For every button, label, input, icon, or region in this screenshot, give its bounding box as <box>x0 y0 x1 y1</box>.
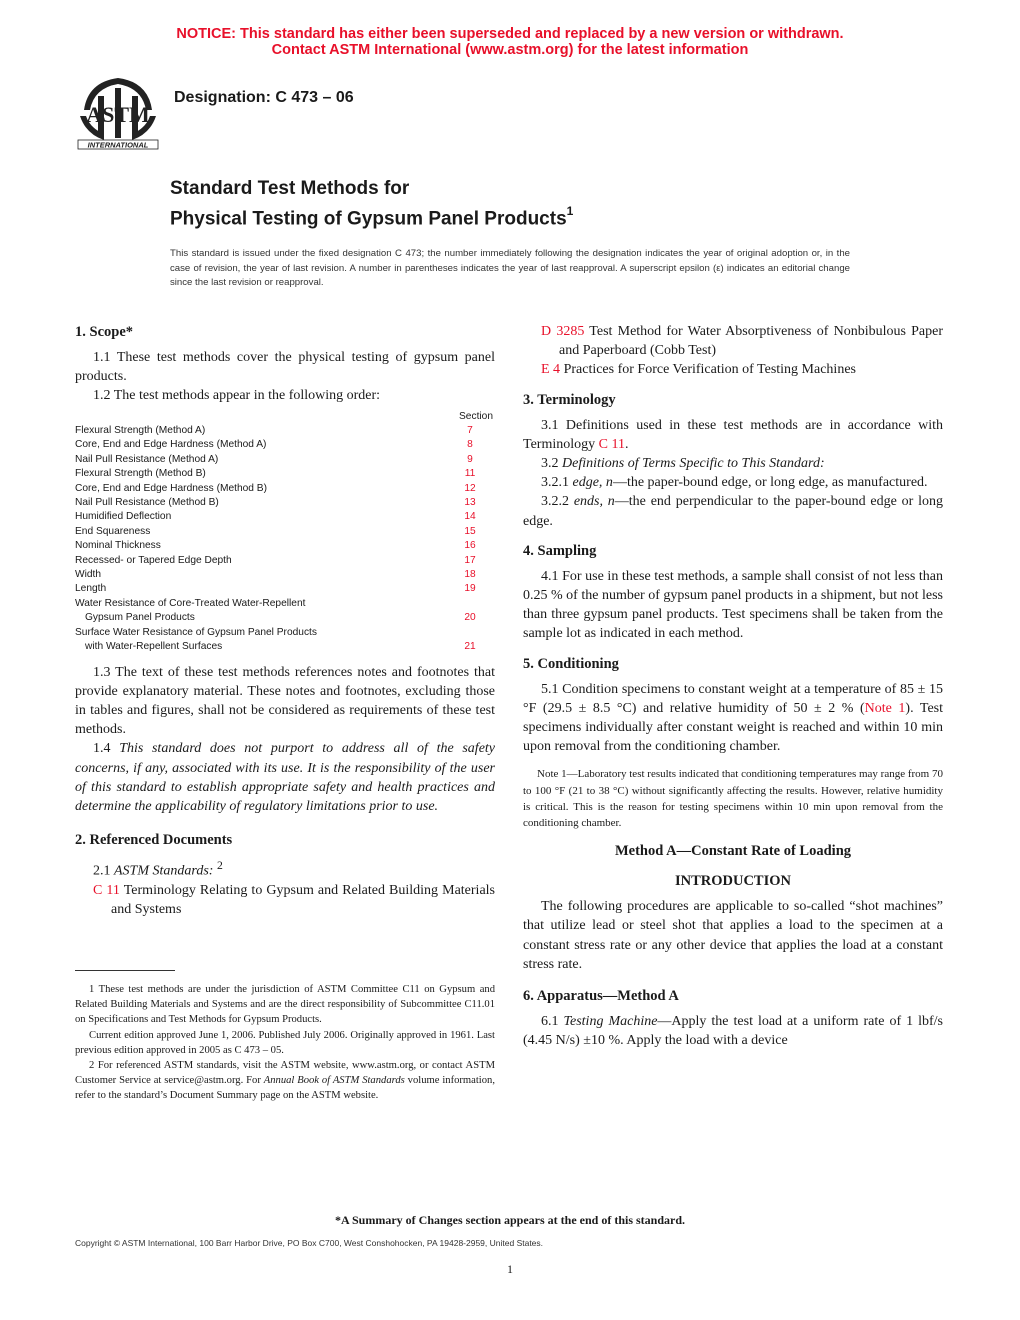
toc-label: End Squareness <box>75 525 151 537</box>
introduction-heading: INTRODUCTION <box>674 873 791 890</box>
title-line-1: Standard Test Methods for <box>170 178 410 199</box>
toc-label: Humidified Deflection <box>75 511 172 523</box>
toc-section-link[interactable]: 17 <box>464 554 476 566</box>
toc-label: Nail Pull Resistance (Method A) <box>75 453 219 465</box>
footnote-1: 1 These test methods are under the jurisdiction of ASTM Committee C11 on Gypsum and Related Building Materials and Systems and are the direct responsibility of Subcommittee C11.01 on Specifications and Test Methods for Gypsum Products. <box>75 984 495 1026</box>
toc-row <box>75 525 495 539</box>
withdrawal-notice <box>0 26 1020 58</box>
para-1-3: 1.3 The text of these test methods references notes and footnotes that provide explanatory material. These notes and footnotes, excluding those in tables and figures, shall not be considered as requirements of these test methods. <box>75 664 495 738</box>
toc-label: Recessed- or Tapered Edge Depth <box>75 554 232 566</box>
toc-section-link[interactable]: 19 <box>464 583 476 595</box>
para-4-1: 4.1 For use in these test methods, a sample shall consist of not less than 0.25 % of the number of gypsum panel products in a shipment, but not less than three gypsum panel products. Test specimens shall be taken from the sample lot as indicated in each method. <box>523 568 943 642</box>
designation: Designation: C 473 – 06 <box>174 89 354 106</box>
toc-label: Width <box>75 569 102 581</box>
footnote-2: 2 For referenced ASTM standards, visit the ASTM website, www.astm.org, or contact ASTM Customer Service at service@astm.org. For Annual Book of ASTM Standards volume information, refer to the standard’s Document Summary page on the ASTM website. <box>75 1060 495 1102</box>
ref-link-c11[interactable]: C 11 <box>93 883 120 898</box>
summary-of-changes-note: *A Summary of Changes section appears at the end of this standard. <box>334 1213 686 1227</box>
note-1: Note 1—Laboratory test results indicated that conditioning temperatures may range from 70 to 100 °F (21 to 38 °C) without significantly affecting the results. However, relative humidity is critical. This is the reason for testing specimens within 10 min upon removal from the conditioning chamber. <box>523 768 943 830</box>
toc-row-line-1: Surface Water Resistance of Gypsum Panel Products <box>75 626 317 638</box>
footnotes <box>75 982 495 1104</box>
footnote-rule <box>75 970 175 971</box>
introduction-text: The following procedures are applicable to so-called “shot machines” that utilize lead or steel shot that applies a load to the specimen at a constant stress rate or any other device that applies the load at a constant stress rate. <box>523 899 943 972</box>
title-footnote-mark: 1 <box>566 204 574 218</box>
toc-section-link[interactable]: 11 <box>464 468 476 480</box>
toc-label: with Water-Repellent Surfaces <box>85 641 223 653</box>
toc-row <box>75 496 495 510</box>
toc-row <box>75 453 495 467</box>
toc-section-link[interactable]: 9 <box>467 453 473 465</box>
para-3-2-2: 3.2.2 ends, n—the end perpendicular to the paper-bound edge or long edge. <box>523 494 943 529</box>
toc-label: Flexural Strength (Method A) <box>75 425 206 437</box>
toc-section-link[interactable]: 13 <box>464 497 476 509</box>
scope-heading: 1. Scope* <box>75 324 133 340</box>
footnote-1b: Current edition approved June 1, 2006. Published July 2006. Originally approved in 1961. Last previous edition approved in 2005 as C 473 – 05. <box>75 1029 495 1056</box>
toc-section-link[interactable]: 21 <box>464 641 476 653</box>
toc-row <box>75 582 495 596</box>
para-6-1: 6.1 Testing Machine—Apply the test load at a uniform rate of 1 lbf/s (4.45 N/s) ±10 %. Apply the load with a device <box>523 1014 943 1049</box>
toc-header: Section <box>459 410 493 422</box>
note-1-link[interactable]: Note 1 <box>864 700 906 716</box>
toc-row <box>75 554 495 568</box>
toc-row <box>75 510 495 524</box>
para-3-2: 3.2 Definitions of Terms Specific to This Standard: <box>541 456 825 472</box>
toc-label: Nominal Thickness <box>75 540 161 552</box>
notice-line-2: Contact ASTM International (www.astm.org) for the latest information <box>271 42 749 58</box>
conditioning-heading: 5. Conditioning <box>523 655 619 672</box>
toc-section-link[interactable]: 16 <box>464 540 476 552</box>
left-column <box>75 322 495 919</box>
toc-row <box>75 467 495 481</box>
toc-section-link[interactable]: 7 <box>467 425 473 437</box>
ref-link-d3285[interactable]: D 3285 <box>541 324 585 339</box>
copyright: Copyright © ASTM International, 100 Barr Harbor Drive, PO Box C700, West Conshohocken, PA 19428-2959, United States. <box>75 1238 544 1248</box>
right-column <box>523 322 943 1050</box>
toc-row <box>75 611 495 625</box>
toc-label: Flexural Strength (Method B) <box>75 468 206 480</box>
referenced-heading: 2. Referenced Documents <box>75 832 233 849</box>
methods-table <box>75 410 495 655</box>
svg-text:INTERNATIONAL: INTERNATIONAL <box>87 140 149 150</box>
para-1-1: 1.1 These test methods cover the physical testing of gypsum panel products. <box>75 350 495 385</box>
notice-line-1: NOTICE: This standard has either been superseded and replaced by a new version or withdrawn. <box>176 26 844 42</box>
ref-doc-e4: E 4 Practices for Force Verification of Testing Machines <box>541 362 856 378</box>
toc-label: Gypsum Panel Products <box>85 612 195 624</box>
apparatus-heading: 6. Apparatus—Method A <box>523 988 679 1005</box>
toc-row <box>75 438 495 452</box>
issuance-note: This standard is issued under the fixed designation C 473; the number immediately following the designation indicates the year of original adoption or, in the case of revision, the year of last revision. A number in parentheses indicates the year of last reapproval. A superscript epsilon (ε) indicates an editorial change since the last revision or reapproval. <box>170 248 850 288</box>
title-line-2: Physical Testing of Gypsum Panel Products$^1$ <box>170 204 574 230</box>
terminology-heading: 3. Terminology <box>523 391 616 408</box>
astm-logo <box>76 74 160 152</box>
document-title <box>170 176 870 231</box>
para-3-2-1: 3.2.1 edge, n—the paper-bound edge, or long edge, as manufactured. <box>541 475 928 491</box>
toc-section-link[interactable]: 20 <box>464 612 476 624</box>
para-3-1: 3.1 Definitions used in these test methods are in accordance with Terminology C 11. <box>523 417 943 452</box>
para-2-1: 2.1 ASTM Standards: $^2$ <box>93 859 223 879</box>
sampling-heading: 4. Sampling <box>523 542 597 559</box>
term-link-c11[interactable]: C 11 <box>598 436 625 452</box>
page-number: 1 <box>507 1262 513 1276</box>
toc-label: Length <box>75 583 107 595</box>
toc-row <box>75 424 495 438</box>
toc-label: Nail Pull Resistance (Method B) <box>75 497 219 509</box>
ref-doc-d3285: D 3285 Test Method for Water Absorptiveness of Nonbibulous Paper and Paperboard (Cobb Test) <box>541 324 944 359</box>
toc-section-link[interactable]: 15 <box>464 525 476 537</box>
toc-section-link[interactable]: 8 <box>467 439 473 451</box>
toc-row <box>75 568 495 582</box>
toc-label: Core, End and Edge Hardness (Method A) <box>75 439 267 451</box>
toc-label: Core, End and Edge Hardness (Method B) <box>75 482 267 494</box>
svg-text:ASTM: ASTM <box>86 102 150 127</box>
toc-section-link[interactable]: 12 <box>464 482 476 494</box>
ref-link-e4[interactable]: E 4 <box>541 362 561 378</box>
para-5-1: 5.1 Condition specimens to constant weight at a temperature of 85 ± 15 °F (29.5 ± 8.5 °C) and relative humidity of 50 ± 2 % (Note 1). Test specimens individually after constant weight is reached and within 10 min upon removal from the conditioning chamber. <box>523 681 943 755</box>
para-1-4: 1.4 This standard does not purport to address all of the safety concerns, if any, associated with its use. It is the responsibility of the user of this standard to establish appropriate safety and health practices and determine the applicability of regulatory limitations prior to use. <box>75 741 496 814</box>
ref-doc-c11: C 11 Terminology Relating to Gypsum and Related Building Materials and Systems <box>93 883 495 918</box>
toc-row <box>75 640 495 654</box>
toc-section-link[interactable]: 14 <box>464 511 476 523</box>
toc-row <box>75 539 495 553</box>
toc-section-link[interactable]: 18 <box>464 569 476 581</box>
toc-row-line-1: Water Resistance of Core-Treated Water-Repellent <box>75 597 306 609</box>
para-1-2: 1.2 The test methods appear in the following order: <box>93 388 381 404</box>
method-a-heading: Method A—Constant Rate of Loading <box>614 843 852 860</box>
toc-row <box>75 482 495 496</box>
